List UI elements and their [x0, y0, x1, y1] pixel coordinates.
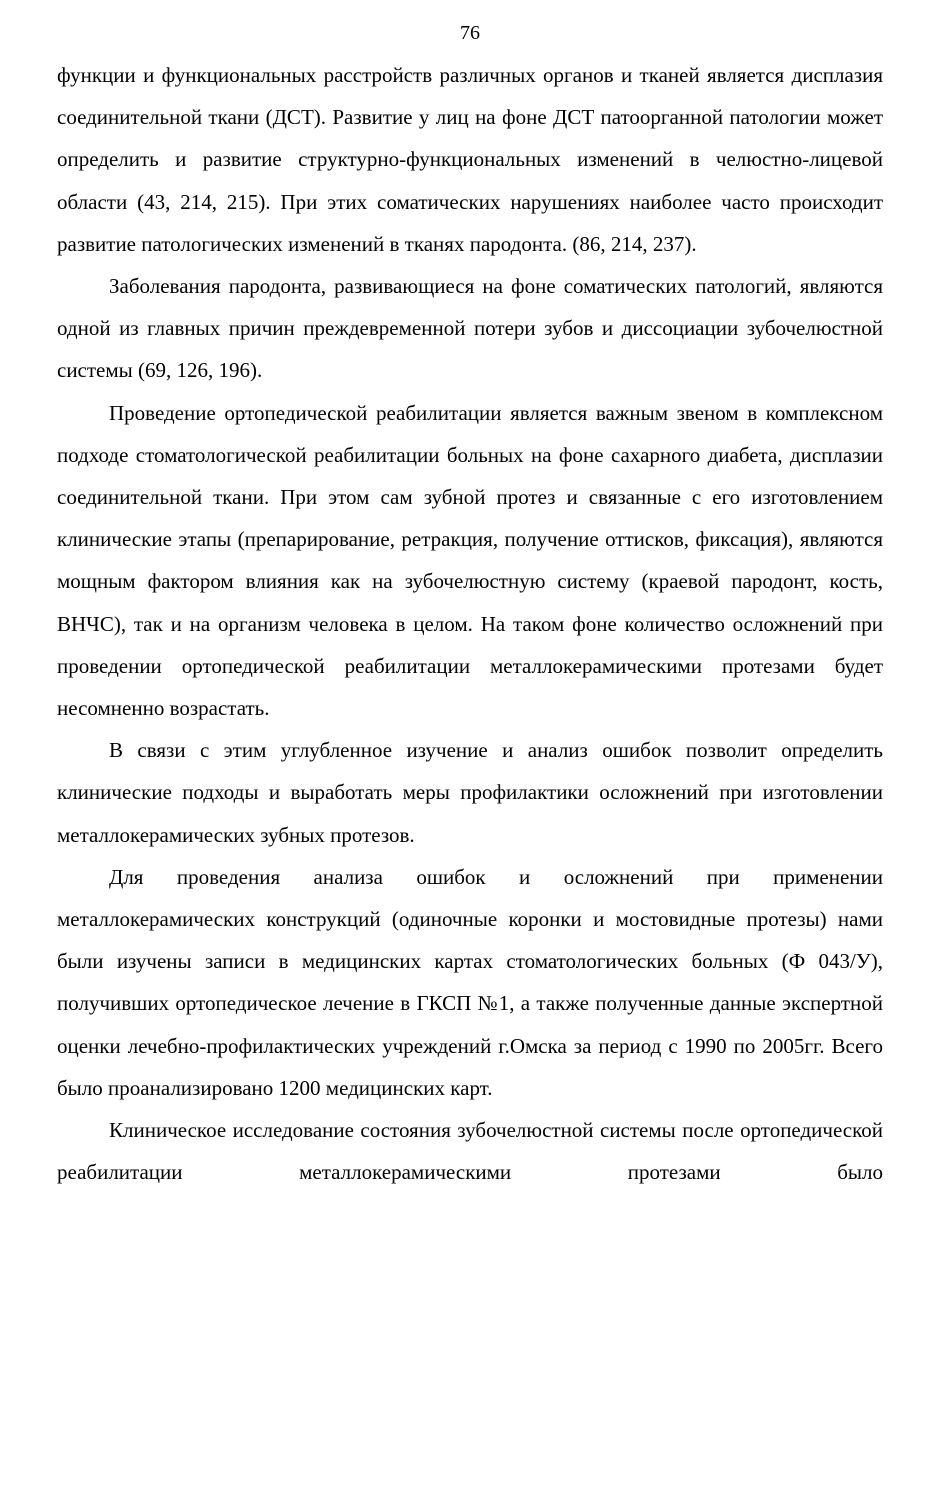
paragraph-error-analysis: В связи с этим углубленное изучение и анализ ошибок позволит определить клинические подходы и выработать меры профилактики осложнений при изготовлении металлокерамических зубных протезов.	[57, 738, 883, 847]
paragraph-continuation: функции и функциональных расстройств различных органов и тканей является дисплазия соединительной ткани (ДСТ). Развитие у лиц на фоне ДСТ патоорганной патологии может определить и развитие структурно-функциональных изменений в челюстно-лицевой области (43, 214, 215). При этих соматических нарушениях наиболее часто происходит развитие патологических изменений в тканях пародонта. (86, 214, 237).	[57, 63, 883, 256]
paragraph-study-materials: Для проведения анализа ошибок и осложнений при применении металлокерамических конструкций (одиночные коронки и мостовидные протезы) нами были изучены записи в медицинских картах стоматологических больных (Ф 043/У), получивших ортопедическое лечение в ГКСП №1, а также полученные данные экспертной оценки лечебно-профилактических учреждений г.Омска за период с 1990 по 2005гг. Всего было проанализировано 1200 медицинских карт.	[57, 864, 883, 1100]
paragraph-periodontal-diseases: Заболевания пародонта, развивающиеся на фоне соматических патологий, являются одной из главных причин преждевременной потери зубов и диссоциации зубочелюстной системы (69, 126, 196).	[57, 274, 883, 383]
document-body	[57, 54, 883, 1193]
paragraph-orthopedic-rehabilitation: Проведение ортопедической реабилитации является важным звеном в комплексном подходе стоматологической реабилитации больных на фоне сахарного диабета, дисплазии соединительной ткани. При этом сам зубной протез и связанные с его изготовлением клинические этапы (препарирование, ретракция, получение оттисков, фиксация), являются мощным фактором влияния как на зубочелюстную систему (краевой пародонт, кость, ВНЧС), так и на организм человека в целом. На таком фоне количество осложнений при проведении ортопедической реабилитации металлокерамическими протезами будет несомненно возрастать.	[57, 400, 883, 721]
paragraph-clinical-study: Клиническое исследование состояния зубочелюстной системы после ортопедической реабилитации металлокерамическими протезами было	[57, 1118, 883, 1185]
page-number: 76	[460, 22, 480, 44]
